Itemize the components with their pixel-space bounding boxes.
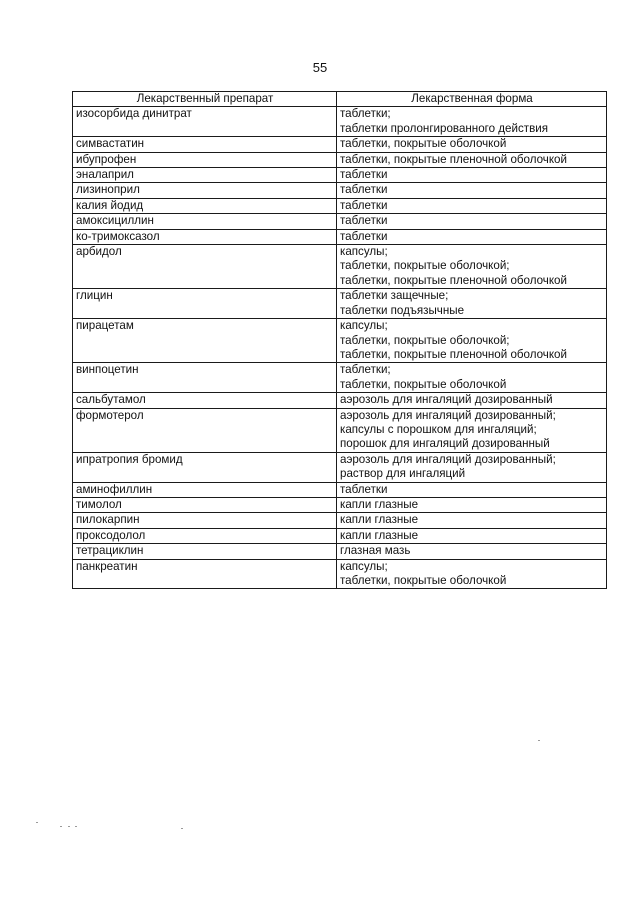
dosage-form-line: таблетки, покрытые оболочкой [340,137,507,151]
dosage-form-line: капли глазные [340,528,419,542]
scan-speck [538,740,540,741]
header-drug: Лекарственный препарат [73,92,337,107]
dosage-form-line: таблетки, покрытые пленочной оболочкой [340,347,567,361]
table-row [73,513,607,528]
drug-name-cell: пилокарпин [73,513,337,528]
dosage-form-cell [337,168,607,183]
dosage-form-line: таблетки [340,168,388,182]
drug-name-cell: изосорбида динитрат [73,107,337,137]
dosage-form-cell [337,319,607,363]
dosage-form-line: таблетки [340,482,388,496]
table-row [73,214,607,229]
dosage-form-cell [337,482,607,497]
table-row [73,107,607,137]
dosage-form-cell [337,393,607,408]
dosage-form-line: таблетки, покрытые пленочной оболочкой [340,152,567,166]
dosage-form-cell [337,152,607,167]
table-header-row [73,92,607,107]
drug-name-cell: эналаприл [73,168,337,183]
drug-name-cell: ипратропия бромид [73,452,337,482]
dosage-form-line: таблетки защечные; [340,289,449,303]
table-row [73,319,607,363]
dosage-form-line: таблетки подъязычные [340,303,465,317]
drug-table [72,91,607,589]
table-row [73,229,607,244]
drug-name-cell: арбидол [73,245,337,289]
dosage-form-cell [337,198,607,213]
dosage-form-line: таблетки пролонгированного действия [340,121,549,135]
dosage-form-line: таблетки [340,183,388,197]
drug-name-cell: проксодолол [73,528,337,543]
dosage-form-cell [337,245,607,289]
dosage-form-cell [337,107,607,137]
table-row [73,393,607,408]
drug-name-cell: лизиноприл [73,183,337,198]
drug-name-cell: формотерол [73,408,337,452]
table-row [73,289,607,319]
dosage-form-line: таблетки [340,198,388,212]
table-row [73,497,607,512]
drug-name-cell: тетрациклин [73,544,337,559]
table-row [73,559,607,589]
scan-speck [60,826,62,827]
dosage-form-line: таблетки, покрытые пленочной оболочкой [340,273,567,287]
dosage-form-line: таблетки; [340,107,391,121]
dosage-form-cell [337,513,607,528]
dosage-form-line: таблетки, покрытые оболочкой; [340,259,510,273]
table-row [73,168,607,183]
dosage-form-cell [337,408,607,452]
dosage-form-line: капсулы; [340,319,388,333]
table-row [73,528,607,543]
dosage-form-line: таблетки; [340,363,391,377]
dosage-form-cell [337,544,607,559]
drug-name-cell: винпоцетин [73,363,337,393]
dosage-form-line: капсулы; [340,559,388,573]
dosage-form-cell [337,289,607,319]
dosage-form-line: аэрозоль для ингаляций дозированный [340,393,553,407]
table-row [73,198,607,213]
dosage-form-cell [337,214,607,229]
table-row [73,137,607,152]
drug-name-cell: ибупрофен [73,152,337,167]
dosage-form-line: аэрозоль для ингаляций дозированный; [340,408,556,422]
scan-speck [36,822,38,823]
dosage-form-line: капсулы с порошком для ингаляций; [340,422,537,436]
dosage-form-line: таблетки, покрытые оболочкой [340,574,507,587]
table-row [73,183,607,198]
dosage-form-line: аэрозоль для ингаляций дозированный; [340,452,556,466]
drug-name-cell: аминофиллин [73,482,337,497]
dosage-form-cell [337,229,607,244]
drug-name-cell: амоксициллин [73,214,337,229]
dosage-form-line: порошок для ингаляций дозированный [340,437,550,451]
dosage-form-line: таблетки, покрытые оболочкой [340,377,507,391]
table-row [73,544,607,559]
drug-name-cell: глицин [73,289,337,319]
header-form: Лекарственная форма [337,92,607,107]
drug-name-cell: калия йодид [73,198,337,213]
table-row [73,245,607,289]
drug-name-cell: тимолол [73,497,337,512]
dosage-form-line: капли глазные [340,513,419,527]
drug-name-cell: пирацетам [73,319,337,363]
dosage-form-line: капли глазные [340,497,419,511]
dosage-form-cell [337,528,607,543]
dosage-form-line: таблетки [340,229,388,243]
dosage-form-cell [337,183,607,198]
drug-name-cell: ко-тримоксазол [73,229,337,244]
dosage-form-cell [337,137,607,152]
dosage-form-cell [337,497,607,512]
table-row [73,452,607,482]
scan-speck [181,828,183,829]
dosage-form-line: таблетки, покрытые оболочкой; [340,333,510,347]
table-row [73,408,607,452]
dosage-form-line: капсулы; [340,245,388,259]
table-row [73,482,607,497]
table-row [73,363,607,393]
dosage-form-line: таблетки [340,214,388,228]
scan-speck [75,826,77,827]
page-number: 55 [312,60,328,75]
dosage-form-line: раствор для ингаляций [340,467,466,481]
table-row [73,152,607,167]
scan-speck [68,826,70,827]
drug-name-cell: сальбутамол [73,393,337,408]
dosage-form-cell [337,363,607,393]
dosage-form-cell [337,452,607,482]
drug-name-cell: симвастатин [73,137,337,152]
dosage-form-cell [337,559,607,589]
drug-name-cell: панкреатин [73,559,337,589]
dosage-form-line: глазная мазь [340,544,411,558]
